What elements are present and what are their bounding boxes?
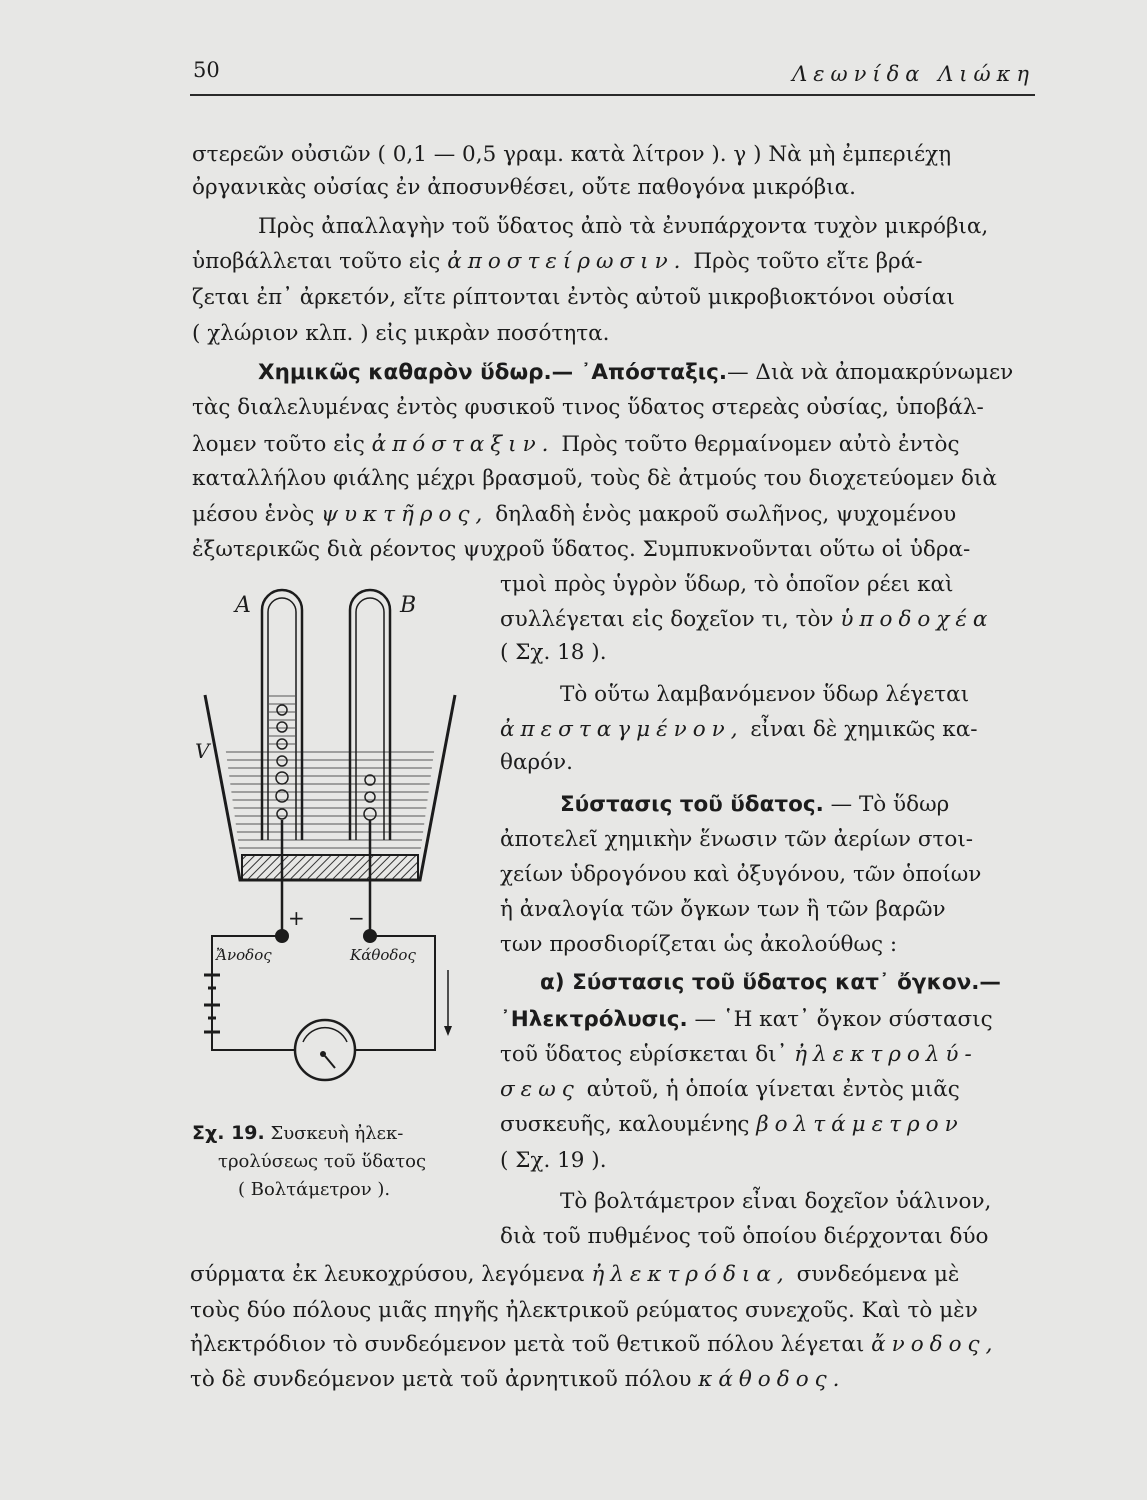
water-level — [225, 745, 435, 855]
section-heading: ᾽Ηλεκτρόλυσις. — [500, 1007, 688, 1032]
text-line: τὰς διαλελυμένας ἐντὸς φυσικοῦ τινος ὕδατος στερεὰς οὐσίας, ὑποβάλ- — [192, 395, 984, 420]
plus-sign: + — [288, 906, 305, 930]
section-heading-line — [560, 790, 949, 820]
text-line — [500, 1110, 964, 1140]
spaced-term: κάθοδος. — [698, 1367, 846, 1392]
text-line: Τὸ βολτάμετρον εἶναι δοχεῖον ὑάλινον, — [560, 1189, 992, 1214]
text-span: σύρματα ἐκ λευκοχρύσου, λεγόμενα — [190, 1262, 585, 1287]
text-span: ὑποβάλλεται τοῦτο εἰς — [192, 249, 441, 274]
spaced-term: ἄνοδος, — [871, 1332, 999, 1357]
text-span: ἠλεκτρόδιον τὸ συνδεόμενον μετὰ τοῦ θετικοῦ πόλου λέγεται — [190, 1332, 865, 1357]
voltameter-figure — [190, 580, 470, 1100]
text-line — [190, 1260, 959, 1290]
label-a: A — [235, 593, 251, 618]
text-line: τμοὶ πρὸς ὑγρὸν ὕδωρ, τὸ ὁποῖον ρέει καὶ — [500, 572, 954, 597]
figure-caption — [192, 1120, 403, 1147]
spaced-term: ὑποδοχέα — [840, 607, 994, 632]
spaced-term: ἠλεκτρολύ- — [794, 1042, 978, 1067]
text-span: — ῾Η κατ᾽ ὄγκον σύστασις — [694, 1007, 993, 1032]
text-span: αὐτοῦ, ἡ ὁποία γίνεται ἐντὸς μιᾶς — [586, 1077, 960, 1102]
spaced-term: βολτάμετρον — [756, 1112, 964, 1137]
minus-sign: − — [348, 906, 365, 930]
cathode-label: Κάθοδος — [350, 946, 416, 964]
text-line: Πρὸς ἀπαλλαγὴν τοῦ ὕδατος ἀπὸ τὰ ἐνυπάρχοντα τυχὸν μικρόβια, — [258, 214, 989, 239]
spaced-term: ἠλεκτρόδια, — [591, 1262, 790, 1287]
header-rule — [190, 94, 1035, 96]
text-line: ( Σχ. 18 ). — [500, 640, 607, 665]
text-line: χείων ὑδρογόνου καὶ ὀξυγόνου, τῶν ὁποίων — [500, 862, 982, 887]
text-span: — Τὸ ὕδωρ — [830, 792, 950, 817]
text-span: συσκευῆς, καλουμένης — [500, 1112, 750, 1137]
section-heading: Χημικῶς καθαρὸν ὕδωρ.— ᾽Απόσταξις. — [258, 360, 728, 385]
spaced-term: ψυκτῆρος, — [321, 502, 489, 527]
text-span: εἶναι δὲ χημικῶς κα- — [750, 717, 978, 742]
text-line: καταλλήλου φιάλης μέχρι βρασμοῦ, τοὺς δὲ ἀτμούς του διοχετεύομεν διὰ — [192, 466, 997, 491]
text-line — [192, 430, 960, 460]
text-span: Πρὸς τοῦτο θερμαίνομεν αὐτὸ ἐντὸς — [561, 432, 960, 457]
caption-text: Συσκευὴ ἠλεκ- — [270, 1123, 404, 1144]
text-line: ἐξωτερικῶς διὰ ρέοντος ψυχροῦ ὕδατος. Συμπυκνοῦνται οὕτω οἱ ὑδρα- — [192, 537, 971, 562]
text-line: Τὸ οὕτω λαμβανόμενον ὕδωρ λέγεται — [560, 682, 970, 707]
text-span: μέσου ἑνὸς — [192, 502, 315, 527]
text-line — [192, 500, 956, 530]
spaced-term: ἀποστείρωσιν. — [447, 249, 687, 274]
text-line: των προσδιορίζεται ὡς ἀκολούθως : — [500, 932, 898, 957]
spaced-term: ἀπόσταξιν. — [371, 432, 555, 457]
text-span: τὸ δὲ συνδεόμενον μετὰ τοῦ ἀρνητικοῦ πόλου — [190, 1367, 692, 1392]
text-line: στερεῶν οὐσιῶν ( 0,1 — 0,5 γραμ. κατὰ λίτρον ). γ ) Νὰ μὴ ἐμπεριέχῃ — [192, 142, 952, 167]
anode-label: Ἄνοδος — [216, 946, 272, 964]
caption-line: τρολύσεως τοῦ ὕδατος — [218, 1151, 427, 1172]
page-number: 50 — [193, 58, 220, 82]
text-line — [192, 247, 922, 277]
text-line: τοὺς δύο πόλους μιᾶς πηγῆς ἠλεκτρικοῦ ρεύματος συνεχοῦς. Καὶ τὸ μὲν — [190, 1298, 978, 1323]
text-span: — Διὰ νὰ ἀπομακρύνωμεν — [727, 360, 1014, 385]
text-line: ὀργανικὰς οὐσίας ἐν ἀποσυνθέσει, οὔτε παθογόνα μικρόβια. — [192, 175, 856, 200]
text-line — [500, 1075, 960, 1105]
text-line: ζεται ἐπ᾽ ἀρκετόν, εἴτε ρίπτονται ἐντὸς αὐτοῦ μικροβιοκτόνοι οὐσίαι — [192, 285, 955, 310]
label-b: B — [400, 593, 417, 618]
text-line: ( Σχ. 19 ). — [500, 1148, 607, 1173]
running-head: Λεωνίδα Λιώκη — [792, 62, 1035, 86]
text-line: διὰ τοῦ πυθμένος τοῦ ὁποίου διέρχονται δύο — [500, 1224, 989, 1249]
text-span: λομεν τοῦτο εἰς — [192, 432, 365, 457]
text-line — [500, 1040, 978, 1070]
section-heading-line — [258, 358, 1013, 388]
text-line: ( χλώριον κλπ. ) εἰς μικρὰν ποσότητα. — [192, 321, 610, 346]
text-line — [500, 605, 993, 635]
text-line — [500, 715, 978, 745]
text-line: ἡ ἀναλογία τῶν ὄγκων των ἢ τῶν βαρῶν — [500, 897, 946, 922]
caption-number: Σχ. 19. — [192, 1122, 265, 1144]
vessel-base — [242, 855, 418, 880]
caption-line: ( Βολτάμετρον ). — [238, 1179, 391, 1200]
text-span: συλλέγεται εἰς δοχεῖον τι, τὸν — [500, 607, 834, 632]
text-line: ἀποτελεῖ χημικὴν ἕνωσιν τῶν ἀερίων στοι- — [500, 827, 974, 852]
section-heading: Σύστασις τοῦ ὕδατος. — [560, 792, 824, 817]
spaced-term: ἀπεσταγμένον, — [500, 717, 744, 742]
label-v: V — [195, 739, 210, 763]
text-line — [500, 1005, 993, 1035]
text-span: τοῦ ὕδατος εὑρίσκεται δι᾽ — [500, 1042, 788, 1067]
text-span: συνδεόμενα μὲ — [796, 1262, 960, 1287]
text-span: δηλαδὴ ἑνὸς μακροῦ σωλῆνος, ψυχομένου — [495, 502, 957, 527]
spaced-term: σεως — [500, 1077, 580, 1102]
galvanometer — [295, 1020, 355, 1080]
subsection-heading — [540, 968, 1001, 998]
text-line — [190, 1365, 846, 1395]
text-span: Πρὸς τοῦτο εἴτε βρά- — [693, 249, 923, 274]
subsection-heading-text: α) Σύστασις τοῦ ὕδατος κατ᾽ ὄγκον.— — [540, 970, 1001, 995]
text-line — [190, 1330, 998, 1360]
text-line: θαρόν. — [500, 750, 573, 775]
